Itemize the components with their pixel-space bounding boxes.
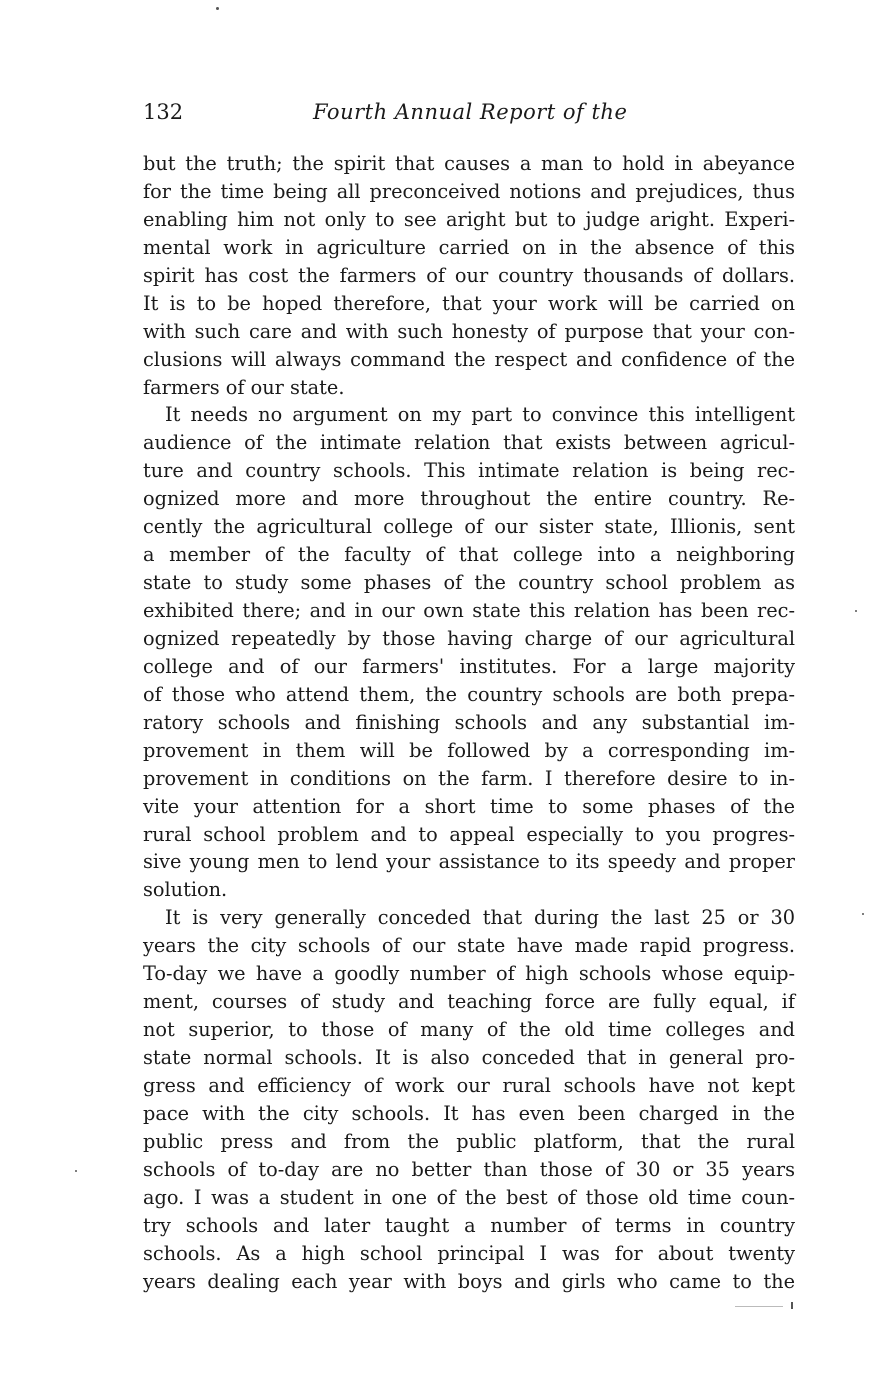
text-line: state normal schools. It is also conceded that in general pro-: [143, 1046, 795, 1069]
text-line: audience of the intimate relation that exists between agricul-: [143, 431, 795, 455]
text-line: ognized more and more throughout the entire country. Re-: [143, 487, 795, 511]
page-number: 132: [143, 100, 184, 124]
text-line: mental work in agriculture carried on in the absence of this: [143, 235, 795, 259]
text-line: public press and from the public platform, that the rural: [143, 1129, 795, 1153]
text-line: schools. As a high school principal I was for about twenty: [143, 1241, 795, 1265]
text-line: It is to be hoped therefore, that your work will be carried on: [143, 291, 795, 315]
text-line: spirit has cost the farmers of our country thousands of dollars.: [143, 263, 795, 287]
text-line: years dealing each year with boys and girls who came to the: [143, 1269, 795, 1293]
scan-speck: [855, 610, 857, 612]
text-line: ognized repeatedly by those having charge of our agricultural: [143, 626, 795, 650]
scan-speck: [862, 913, 864, 915]
text-line: college and of our farmers' institutes. For a large majority: [143, 654, 795, 678]
paragraph: [143, 150, 795, 401]
text-line: cently the agricultural college of our sister state, Illionis, sent: [143, 515, 795, 539]
text-line: pace with the city schools. It has even been charged in the: [143, 1101, 795, 1125]
text-line: but the truth; the spirit that causes a man to hold in abeyance: [143, 152, 795, 175]
text-line: clusions will always command the respect and confidence of the: [143, 347, 795, 371]
paragraph: [143, 401, 795, 904]
text-line: It needs no argument on my part to convince this intelligent: [165, 403, 795, 427]
text-line: gress and efficiency of work our rural schools have not kept: [143, 1073, 795, 1097]
text-line: provement in them will be followed by a corresponding im-: [143, 738, 795, 762]
text-line: try schools and later taught a number of terms in country: [143, 1213, 795, 1237]
text-line: provement in conditions on the farm. I therefore desire to in-: [143, 766, 795, 790]
body-text: [143, 150, 795, 1295]
text-line: ratory schools and finishing schools and any substantial im-: [143, 710, 795, 734]
text-line: vite your attention for a short time to some phases of the: [143, 794, 795, 818]
scan-speck: [75, 1170, 77, 1172]
text-line: To-day we have a goodly number of high schools whose equip-: [143, 962, 795, 986]
text-line: rural school problem and to appeal especially to you progres-: [143, 822, 795, 846]
text-line: schools of to-day are no better than those of 30 or 35 years: [143, 1157, 795, 1181]
text-line: solution.: [143, 878, 228, 902]
paragraph: [143, 904, 795, 1295]
running-title: Fourth Annual Report of the: [313, 100, 628, 124]
running-header: [143, 100, 795, 130]
text-line: enabling him not only to see aright but to judge aright. Experi-: [143, 207, 795, 231]
text-line: for the time being all preconceived notions and prejudices, thus: [143, 179, 795, 203]
text-line: state to study some phases of the country school problem as: [143, 571, 795, 595]
text-line: ment, courses of study and teaching force are fully equal, if: [143, 990, 795, 1014]
text-line: years the city schools of our state have made rapid progress.: [143, 934, 795, 958]
text-line: ago. I was a student in one of the best of those old time coun-: [143, 1185, 795, 1209]
scan-speck: [216, 7, 219, 10]
text-line: not superior, to those of many of the old time colleges and: [143, 1018, 795, 1042]
text-line: a member of the faculty of that college into a neighboring: [143, 543, 795, 567]
text-line: with such care and with such honesty of purpose that your con-: [143, 319, 795, 343]
scan-speck: [791, 1302, 793, 1309]
text-line: sive young men to lend your assistance to its speedy and proper: [143, 850, 795, 874]
text-line: farmers of our state.: [143, 375, 345, 399]
text-line: exhibited there; and in our own state this relation has been rec-: [143, 599, 795, 622]
text-line: ture and country schools. This intimate relation is being rec-: [143, 459, 795, 483]
text-line: It is very generally conceded that during the last 25 or 30: [165, 906, 795, 930]
text-line: of those who attend them, the country schools are both prepa-: [143, 682, 795, 706]
scan-smudge: [735, 1306, 783, 1307]
